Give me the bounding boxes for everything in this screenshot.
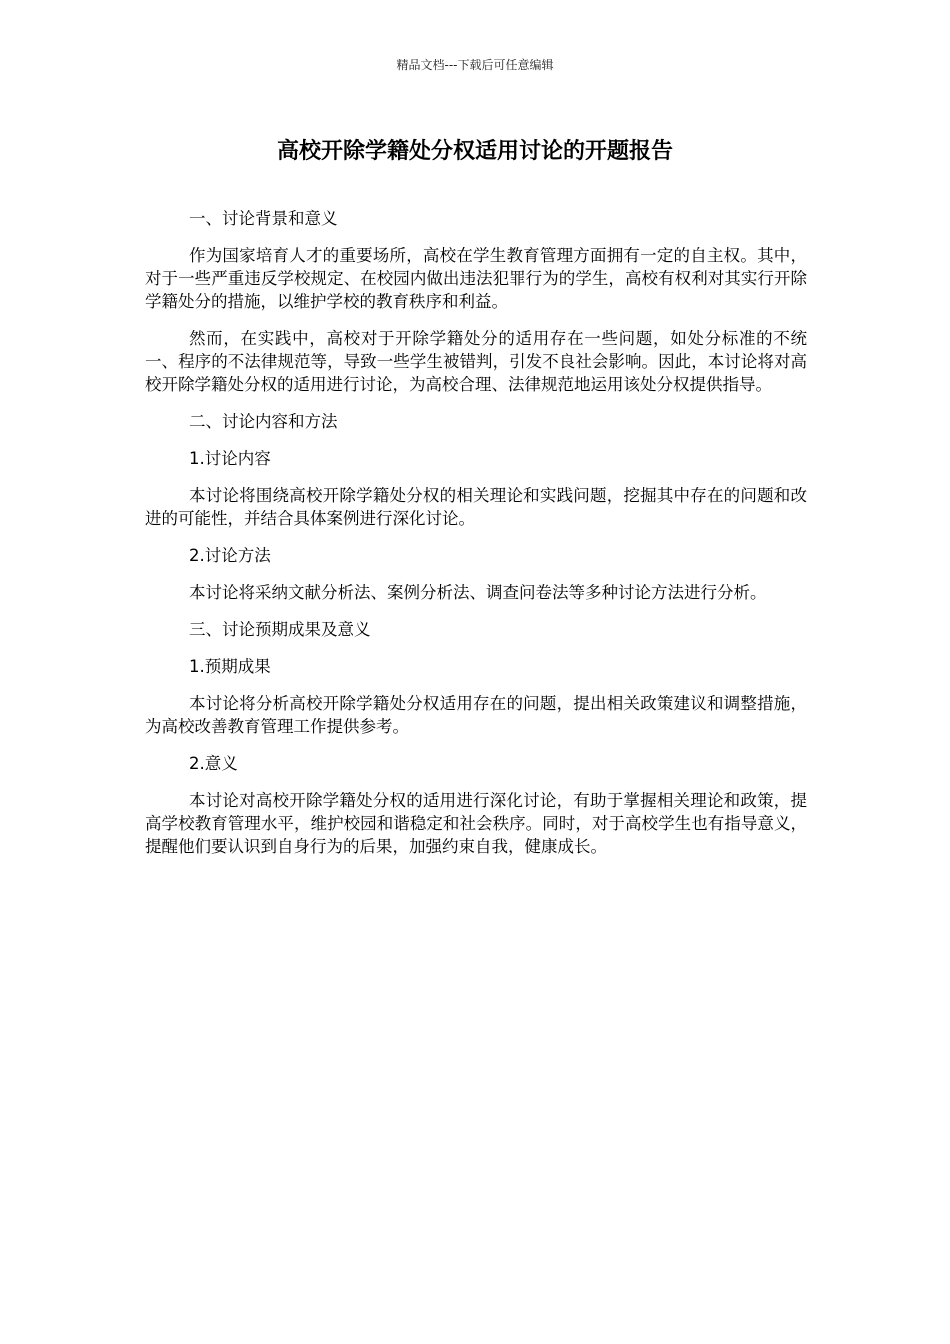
body-paragraph: 本讨论将采纳文献分析法、案例分析法、调查问卷法等多种讨论方法进行分析。 [189, 583, 767, 602]
body-paragraph: 本讨论将分析高校开除学籍处分权适用存在的问题，提出相关政策建议和调整措施，为高校改善教育管理工作提供参考。 [145, 694, 807, 736]
document-body [145, 207, 807, 872]
document-title: 高校开除学籍处分权适用讨论的开题报告 [276, 139, 673, 164]
subsection-heading-expected-results: 1.预期成果 [189, 657, 271, 676]
section-heading-outcomes: 三、讨论预期成果及意义 [189, 620, 371, 639]
subsection-heading-significance: 2.意义 [189, 754, 238, 773]
page-header: 精品文档---下载后可任意编辑 [396, 58, 554, 72]
body-paragraph: 作为国家培育人才的重要场所，高校在学生教育管理方面拥有一定的自主权。其中，对于一些严重违反学校规定、在校园内做出违法犯罪行为的学生，高校有权利对其实行开除学籍处分的措施，以维护学校的教育秩序和利益。 [145, 246, 807, 311]
body-paragraph: 本讨论将围绕高校开除学籍处分权的相关理论和实践问题，挖掘其中存在的问题和改进的可能性，并结合具体案例进行深化讨论。 [145, 486, 807, 528]
body-paragraph: 本讨论对高校开除学籍处分权的适用进行深化讨论，有助于掌握相关理论和政策，提高学校教育管理水平，维护校园和谐稳定和社会秩序。同时，对于高校学生也有指导意义，提醒他们要认识到自身行为的后果，加强约束自我，健康成长。 [145, 791, 807, 856]
section-heading-background: 一、讨论背景和意义 [189, 209, 338, 228]
section-heading-content-method: 二、讨论内容和方法 [189, 412, 338, 431]
body-paragraph: 然而，在实践中，高校对于开除学籍处分的适用存在一些问题，如处分标准的不统一、程序的不法律规范等，导致一些学生被错判，引发不良社会影响。因此，本讨论将对高校开除学籍处分权的适用进行讨论，为高校合理、法律规范地运用该处分权提供指导。 [145, 329, 807, 394]
subsection-heading-method: 2.讨论方法 [189, 546, 271, 565]
subsection-heading-content: 1.讨论内容 [189, 449, 271, 468]
